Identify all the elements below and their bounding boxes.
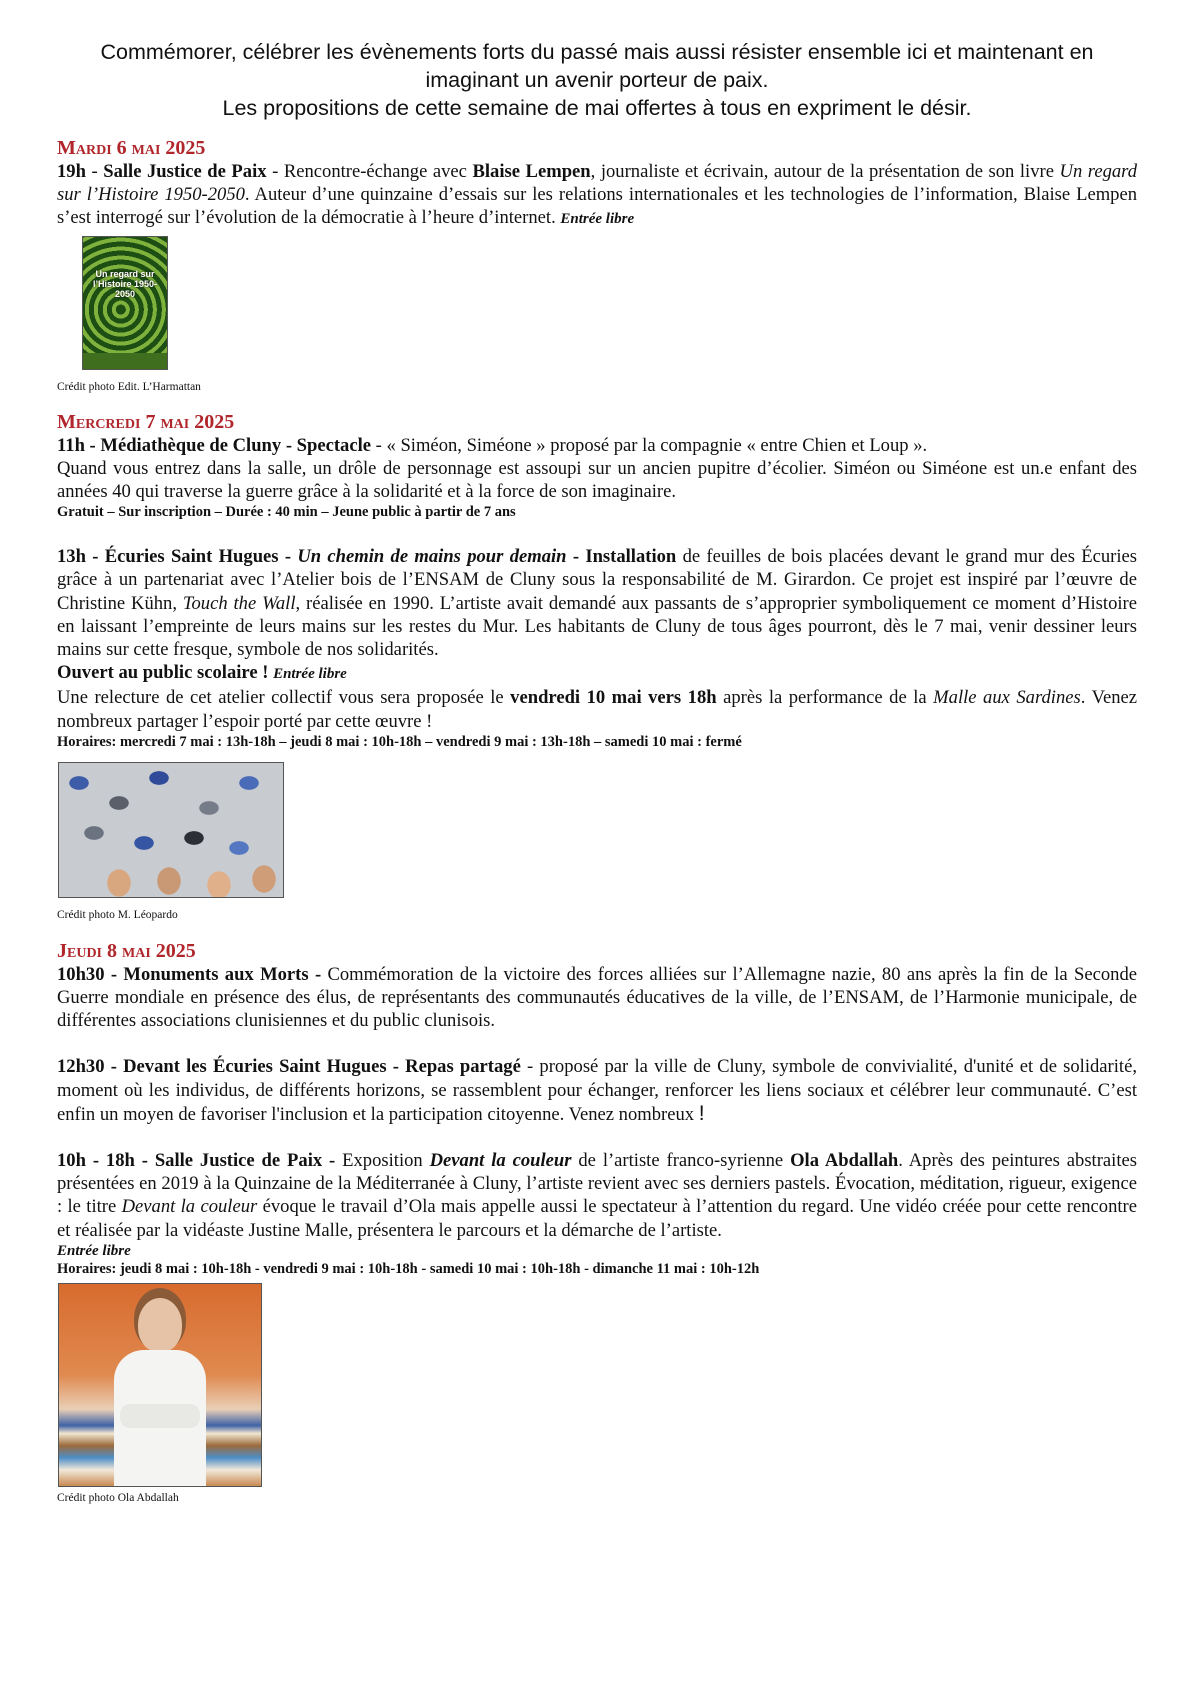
day-heading-mardi: Mardi 6 mai 2025 xyxy=(57,137,206,159)
installation-title: Un chemin de mains pour demain xyxy=(297,546,567,568)
event-text: , journaliste et écrivain, autour de la présentation de son livre xyxy=(590,161,1060,182)
event-text: . Venez nombreux partager l’espoir porté par cette œuvre ! xyxy=(57,687,1137,732)
separator: - xyxy=(566,546,586,568)
hands-photo xyxy=(58,762,284,898)
event-head: 10h30 - Monuments aux Morts - xyxy=(57,963,322,985)
spacer xyxy=(57,1126,1137,1149)
event-spectacle xyxy=(57,434,1137,457)
event-lempen xyxy=(57,160,1137,232)
intro-line-1: Commémorer, célébrer les évènements forts du passé mais aussi résister ensemble ici et maintenant en xyxy=(100,40,1094,64)
event-head: 11h - Médiathèque de Cluny - Spectacle xyxy=(57,434,372,456)
intro-line-3: Les propositions de cette semaine de mai offertes à tous en expriment le désir. xyxy=(222,96,972,120)
portrait-arms xyxy=(120,1404,200,1428)
intro-text xyxy=(57,38,1137,122)
installation-kind: Installation xyxy=(585,546,677,568)
event-repas xyxy=(57,1055,1137,1126)
event-text: . Auteur d’une quinzaine d’essais sur les relations internationales et les technologies de l’information, Blaise Lempen s’est interrogé sur l’évolution de la démocratie à l’heure d’internet. xyxy=(57,184,1138,229)
separator: - xyxy=(85,161,104,182)
artist-portrait-photo xyxy=(58,1283,262,1487)
event-text: de l’artiste franco-syrienne xyxy=(571,1150,791,1172)
event-text: - proposé par la ville de Cluny, symbole de convivialité, d'unité et de solidarité, moment où les individus, de différents horizons, se rassemblent pour échanger, renforcer les liens sociaux et célébrer leur communauté. C’est enfin un moyen de favoriser l'inclusion et la participation citoyenne. Venez nombreux xyxy=(57,1056,1137,1125)
event-text: , réalisée en 1990. L’artiste avait demandé aux passants de s’approprier symboliquement ce moment d’Histoire en laissant l’empreinte de leurs mains sur les restes du Mur. Les habitants de Cluny de tous âges pourront, dès le 7 mai, venir dessiner leurs mains sur cette fresque, symbole de nos solidarités. xyxy=(57,592,1137,661)
event-head: 10h - 18h - Salle Justice de Paix - xyxy=(57,1150,336,1172)
spacer xyxy=(57,1032,1137,1055)
event-text: évoque le travail d’Ola mais appelle aussi le spectateur à l’attention du regard. Une vidéo créée pour cette rencontre et réalisée par la vidéaste Justine Malle, présentera le parcours et la démarche de l’artiste. xyxy=(57,1196,1137,1241)
event-text: après la performance de la xyxy=(716,687,934,709)
intro-line-2: imaginant un avenir porteur de paix. xyxy=(425,68,769,92)
day-heading-jeudi: Jeudi 8 mai 2025 xyxy=(57,939,196,962)
book-cover-image xyxy=(82,236,168,370)
event-text: - Rencontre-échange avec xyxy=(266,161,473,182)
exclamation: ! xyxy=(698,1101,705,1125)
event-head: 12h30 - Devant les Écuries Saint Hugues - Repas partagé xyxy=(57,1056,521,1078)
artist-name: Ola Abdallah xyxy=(790,1150,899,1172)
photo-credit: Crédit photo Ola Abdallah xyxy=(57,1491,179,1504)
book-cover-band xyxy=(83,353,167,369)
photo-credit: Crédit photo Edit. L’Harmattan xyxy=(57,380,201,393)
event-text: Exposition xyxy=(335,1150,430,1172)
event-installation xyxy=(57,545,1137,661)
event-info: Gratuit – Sur inscription – Durée : 40 min – Jeune public à partir de 7 ans xyxy=(57,504,516,521)
open-note xyxy=(57,661,1137,686)
relecture-date: vendredi 10 mai vers 18h xyxy=(510,687,717,709)
expo-title-ref: Devant la couleur xyxy=(121,1196,258,1218)
malle-title: Malle aux Sardines xyxy=(933,687,1081,709)
event-time: 19h xyxy=(57,161,86,182)
book-title: Un regard sur l’Histoire 1950-2050 xyxy=(57,161,1138,206)
work-title: Touch the Wall xyxy=(182,592,296,614)
event-exposition xyxy=(57,1149,1137,1242)
photo-credit: Crédit photo M. Léopardo xyxy=(57,908,178,921)
event-description: Quand vous entrez dans la salle, un drôle de personnage est assoupi sur un ancien pupitre d’écolier. Siméon ou Siméone est un.e enfant des années 40 qui traverse la guerre grâce à la solidarité et à la force de son imaginaire. xyxy=(57,457,1137,503)
event-relecture xyxy=(57,686,1137,732)
book-cover-title: Un regard sur l’Histoire 1950-2050 xyxy=(92,268,158,299)
portrait-figure xyxy=(114,1294,206,1486)
document-page xyxy=(57,38,1137,1505)
spacer xyxy=(57,522,1137,545)
entry-badge: Entrée libre xyxy=(560,211,635,228)
event-text: de feuilles de bois placées devant le grand mur des Écuries grâce à un partenariat avec l’Atelier bois de l’ENSAM de Cluny sous la responsabilité de M. Girardon. Ce projet est inspiré par l’œuvre de Christine Kühn, xyxy=(57,546,1137,614)
event-hours: Horaires: jeudi 8 mai : 10h-18h - vendredi 9 mai : 10h-18h - samedi 10 mai : 10h-18h - dimanche 11 mai : 10h-12h xyxy=(57,1260,760,1277)
open-note-text: Ouvert au public scolaire ! xyxy=(57,662,269,684)
day-heading-mercredi: Mercredi 7 mai 2025 xyxy=(57,410,235,433)
event-commemoration xyxy=(57,963,1137,1033)
event-text: Une relecture de cet atelier collectif vous sera proposée le xyxy=(57,687,511,709)
portrait-head xyxy=(138,1298,182,1352)
event-text: - « Siméon, Siméone » proposé par la compagnie « entre Chien et Loup ». xyxy=(371,434,928,456)
event-head: 13h - Écuries Saint Hugues - xyxy=(57,546,298,568)
guest-name: Blaise Lempen xyxy=(472,161,591,182)
event-place: Salle Justice de Paix xyxy=(103,161,267,182)
entry-badge: Entrée libre xyxy=(273,666,347,683)
expo-title: Devant la couleur xyxy=(429,1150,572,1172)
entry-badge: Entrée libre xyxy=(57,1242,131,1259)
event-hours: Horaires: mercredi 7 mai : 13h-18h – jeudi 8 mai : 10h-18h – vendredi 9 mai : 13h-18h – samedi 10 mai : fermé xyxy=(57,733,742,750)
event-text: . Après des peintures abstraites présentées en 2019 à la Quinzaine de la Méditerranée à Cluny, l’artiste revient avec ses derniers pastels. Évocation, méditation, rigueur, exigence : le titre xyxy=(57,1150,1137,1218)
event-text: Commémoration de la victoire des forces alliées sur l’Allemagne nazie, 80 ans après la fin de la Seconde Guerre mondiale en présence des élus, de représentants des communautés éducatives de la ville, de l’ENSAM, de l’Harmonie municipale, de différentes associations clunisiennes et du public clunisois. xyxy=(57,963,1137,1032)
